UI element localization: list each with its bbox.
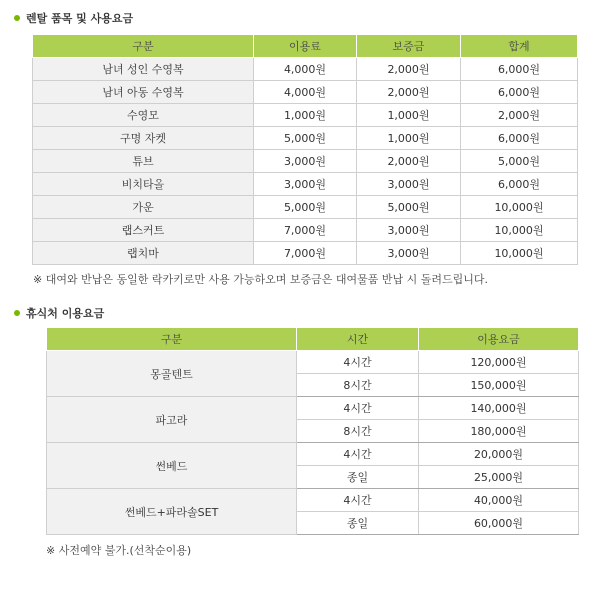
price-cell: 25,000원 (419, 466, 579, 489)
bullet-icon (14, 310, 20, 316)
table-row (47, 443, 579, 466)
total-cell: 10,000원 (461, 219, 578, 242)
total-cell: 2,000원 (461, 104, 578, 127)
item-name-cell: 남녀 성인 수영복 (33, 58, 254, 81)
deposit-cell: 1,000원 (357, 104, 461, 127)
time-cell: 4시간 (297, 489, 419, 512)
bullet-icon (14, 15, 20, 21)
table-row (33, 196, 578, 219)
item-name-cell: 비치타올 (33, 173, 254, 196)
deposit-cell: 2,000원 (357, 58, 461, 81)
total-cell: 6,000원 (461, 173, 578, 196)
item-name-cell: 랩스커트 (33, 219, 254, 242)
deposit-cell: 2,000원 (357, 150, 461, 173)
header-category: 구분 (47, 328, 297, 351)
deposit-cell: 3,000원 (357, 173, 461, 196)
rest-header-row (47, 328, 579, 351)
table-row (47, 397, 579, 420)
price-cell: 20,000원 (419, 443, 579, 466)
item-name-cell: 랩치마 (33, 242, 254, 265)
item-name-cell: 가운 (33, 196, 254, 219)
fee-cell: 5,000원 (254, 196, 357, 219)
price-cell: 40,000원 (419, 489, 579, 512)
fee-cell: 4,000원 (254, 58, 357, 81)
rental-title-text: 렌탈 품목 및 사용요금 (26, 12, 134, 25)
header-price: 이용요금 (419, 328, 579, 351)
time-cell: 8시간 (297, 374, 419, 397)
facility-name-cell: 몽골텐트 (47, 351, 297, 397)
fee-cell: 4,000원 (254, 81, 357, 104)
fee-cell: 1,000원 (254, 104, 357, 127)
price-cell: 180,000원 (419, 420, 579, 443)
price-cell: 150,000원 (419, 374, 579, 397)
deposit-cell: 3,000원 (357, 219, 461, 242)
deposit-cell: 1,000원 (357, 127, 461, 150)
time-cell: 8시간 (297, 420, 419, 443)
deposit-cell: 3,000원 (357, 242, 461, 265)
facility-name-cell: 파고라 (47, 397, 297, 443)
table-row (33, 127, 578, 150)
price-cell: 60,000원 (419, 512, 579, 535)
rental-header-row (33, 35, 578, 58)
table-row (33, 104, 578, 127)
time-cell: 종일 (297, 512, 419, 535)
item-name-cell: 구명 자켓 (33, 127, 254, 150)
header-total: 합계 (461, 35, 578, 58)
total-cell: 6,000원 (461, 127, 578, 150)
header-deposit: 보증금 (357, 35, 461, 58)
table-row (33, 150, 578, 173)
rest-note: ※ 사전예약 불가.(선착순이용) (46, 544, 192, 557)
time-cell: 4시간 (297, 397, 419, 420)
table-row (33, 81, 578, 104)
fee-cell: 7,000원 (254, 219, 357, 242)
table-row (47, 351, 579, 374)
rest-price-table (46, 327, 579, 535)
table-row (33, 242, 578, 265)
fee-cell: 3,000원 (254, 173, 357, 196)
table-row (33, 219, 578, 242)
facility-name-cell: 썬베드+파라솔SET (47, 489, 297, 535)
total-cell: 10,000원 (461, 242, 578, 265)
item-name-cell: 튜브 (33, 150, 254, 173)
facility-name-cell: 썬베드 (47, 443, 297, 489)
rental-price-table (32, 34, 578, 265)
total-cell: 5,000원 (461, 150, 578, 173)
fee-cell: 5,000원 (254, 127, 357, 150)
header-time: 시간 (297, 328, 419, 351)
header-category: 구분 (33, 35, 254, 58)
total-cell: 6,000원 (461, 81, 578, 104)
table-row (33, 173, 578, 196)
fee-cell: 3,000원 (254, 150, 357, 173)
rental-note: ※ 대여와 반납은 동일한 락카키로만 사용 가능하오며 보증금은 대여물품 반납 시 돌려드립니다. (33, 273, 488, 286)
deposit-cell: 2,000원 (357, 81, 461, 104)
time-cell: 4시간 (297, 351, 419, 374)
header-fee: 이용료 (254, 35, 357, 58)
fee-cell: 7,000원 (254, 242, 357, 265)
item-name-cell: 수영모 (33, 104, 254, 127)
rest-section-title (14, 305, 104, 321)
price-cell: 140,000원 (419, 397, 579, 420)
rental-section-title (14, 10, 133, 26)
deposit-cell: 5,000원 (357, 196, 461, 219)
rest-title-text: 휴식처 이용요금 (26, 307, 105, 320)
time-cell: 종일 (297, 466, 419, 489)
time-cell: 4시간 (297, 443, 419, 466)
total-cell: 10,000원 (461, 196, 578, 219)
price-cell: 120,000원 (419, 351, 579, 374)
table-row (33, 58, 578, 81)
total-cell: 6,000원 (461, 58, 578, 81)
table-row (47, 489, 579, 512)
item-name-cell: 남녀 아동 수영복 (33, 81, 254, 104)
